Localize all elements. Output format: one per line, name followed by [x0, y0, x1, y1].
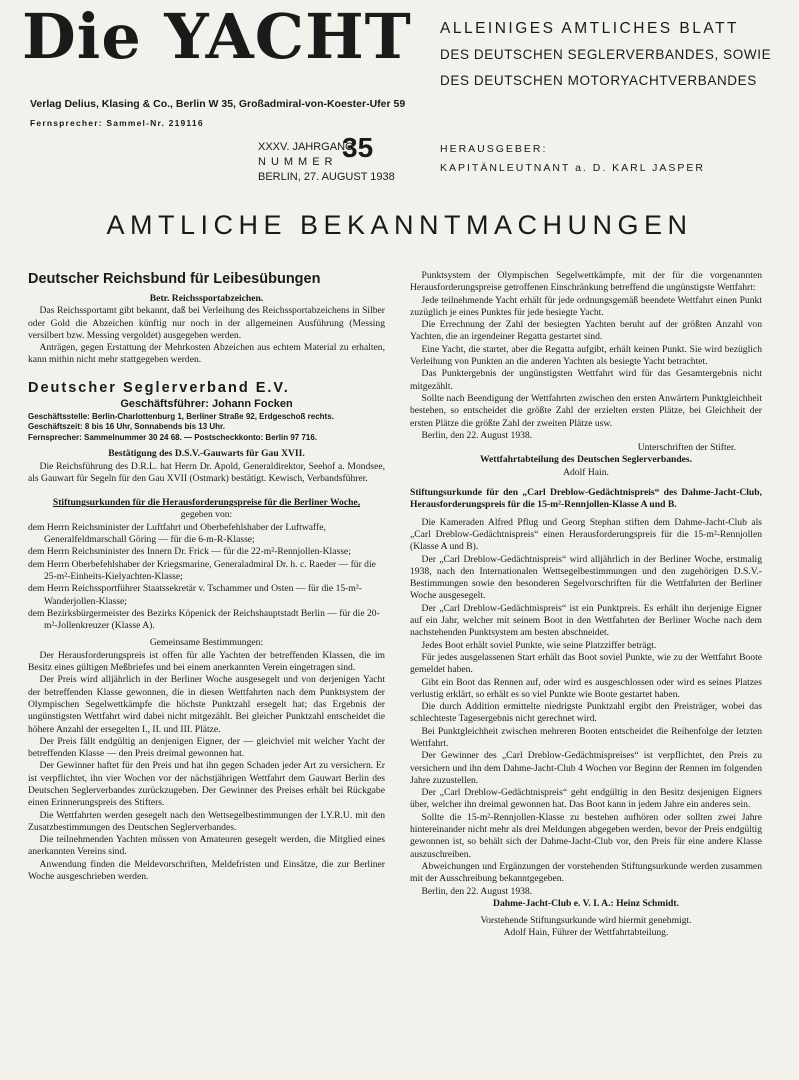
official-line-2: DES DEUTSCHEN SEGLERVERBANDES, SOWIE: [440, 47, 772, 62]
date-line: Berlin, den 22. August 1938.: [421, 885, 533, 897]
issue-date: BERLIN, 27. AUGUST 1938: [258, 171, 395, 183]
donor-item: dem Herrn Reichsminister der Luftfahrt und Oberbefehlshaber der Luftwaffe, Generalfeldmarschall Göring — für die 6-m-R-Klasse;: [28, 521, 326, 546]
paragraph: Jedes Boot erhält soviel Punkte, wie seine Platzziffer beträgt.: [421, 639, 657, 651]
paragraph: Die teilnehmenden Yachten müssen von Amateuren gesegelt werden, die Mitglied eines anerkannten Vereins sind.: [28, 834, 385, 858]
paragraph: Anträgen, gegen Erstattung der Mehrkosten Abzeichen aus echtem Material zu erhalten, kann mithin nicht mehr stattgegeben werden.: [28, 342, 385, 366]
club-signature: Dahme-Jacht-Club e. V. I. A.: Heinz Schmidt.: [493, 897, 679, 909]
page-heading: AMTLICHE BEKANNTMACHUNGEN: [106, 210, 693, 240]
right-column: [410, 270, 762, 940]
common-rules-heading: Gemeinsame Bestimmungen:: [149, 637, 264, 649]
paragraph: Das Punktergebnis der ungünstigsten Wettfahrt wird für das Gesamtergebnis nicht mitgezählt.: [410, 368, 762, 392]
phone-line: Fernsprecher: Sammel-Nr. 219116: [30, 118, 204, 128]
editor-label: HERAUSGEBER:: [440, 143, 548, 155]
paragraph: Der Herausforderungspreis ist offen für alle Yachten der betreffenden Klassen, die im Besitz eines gültigen Meßbriefes und bei einem anerkannten Verein eingetragen sind.: [28, 649, 385, 674]
office-line-1: Geschäftsstelle: Berlin-Charlottenburg 1, Berliner Straße 92, Erdgeschoß rechts.: [28, 411, 334, 421]
left-column: [28, 270, 385, 883]
paragraph: Anwendung finden die Meldevorschriften, Meldefristen und Einsätze, die zur Berliner Woche ausgeschrieben werden.: [28, 858, 385, 883]
number-label: NUMMER: [258, 156, 338, 168]
paragraph: Sollte nach Beendigung der Wettfahrten zwischen den ersten Anwärtern Punktgleichheit bestehen, so entscheidet die größte Zahl der erzielten ersten Plätze, bei Gleichheit der ersten Plätze die größte Zahl der zweiten Plätze usw.: [410, 392, 762, 429]
paragraph: Sollte die 15-m²-Rennjollen-Klasse zu bestehen aufhören oder sollten zwei Jahre hintereinander nicht mehr als drei Meldungen abgegeben werden, bevor der Preis endgültig gewonnen ist, so behält sich der Dahme-Jacht-Club vor, den Preis für eine andere Klasse auszuschreiben.: [410, 811, 762, 860]
paragraph: Die Wettfahrten werden gesegelt nach den Wettsegelbestimmungen der I.Y.R.U. mit den Zusatzbestimmungen des Deutschen Seglerverbandes.: [28, 809, 385, 833]
official-notice: [440, 16, 792, 94]
paragraph: Punktsystem der Olympischen Segelwettkämpfe, mit der für die vorgenannten Herausforderungspreise getroffenen Einschränkung betreffend die ungünstigste Wettfahrt:: [410, 270, 762, 294]
paragraph: Der „Carl Dreblow-Gedächtnispreis“ ist ein Punktpreis. Es erhält ihn derjenige Eigner auf ein Jahr, welcher mit seinem Boot in den Wettfahrten der Berliner Woche nach dem nachstehenden Punktsystem am besten abschneidet.: [410, 602, 762, 639]
manager-line: Geschäftsführer: Johann Focken: [120, 397, 293, 410]
section-title-reichsbund: Deutscher Reichsbund für Leibesübungen: [28, 271, 321, 287]
department-name: Adolf Hain.: [563, 466, 609, 478]
paragraph: Gibt ein Boot das Rennen auf, oder wird es ausgeschlossen oder wird es seines Platzes verlustig erklärt, so erhält es so viel Punkte wie Boote gestartet haben.: [410, 676, 762, 700]
paragraph: Abweichungen und Ergänzungen der vorstehenden Stiftungsurkunde werden zusammen mit der Ausschreibung bekanntgegeben.: [410, 860, 762, 885]
paragraph: Der „Carl Dreblow-Gedächtnispreis“ geht endgültig in den Besitz desjenigen Eigners über, welcher ihn dreimal gewonnen hat. Das Boot kann in jedem Jahre ein anderes sein.: [410, 787, 762, 811]
signature: Kewisch, Verbandsführer.: [268, 472, 368, 484]
editor-info: [440, 140, 705, 178]
section-title-dreblow: Stiftungsurkunde für den „Carl Dreblow-Gedächtnispreis“ des Dahme-Jacht-Club, Herausforderungspreis für die 15-m²-Rennjollen-Klasse A und B.: [410, 487, 762, 511]
subhead-sportabzeichen: Betr. Reichssportabzeichen.: [149, 293, 264, 304]
approval-line: Vorstehende Stiftungsurkunde wird hiermit genehmigt.: [480, 915, 692, 927]
official-line-1: ALLEINIGES AMTLICHES BLATT: [440, 20, 740, 37]
paragraph: Bei Punktgleichheit zwischen mehreren Booten entscheidet die Reihenfolge der letzten Wettfahrt.: [410, 725, 762, 749]
donor-item: dem Herrn Reichsminister des Innern Dr. Frick — für die 22-m²-Rennjollen-Klasse;: [28, 546, 351, 558]
issue-info: [258, 140, 395, 185]
publisher-line: Verlag Delius, Klasing & Co., Berlin W 35, Großadmiral-von-Koester-Ufer 59: [30, 98, 406, 110]
masthead-title: Die YACHT: [22, 0, 412, 73]
given-by: gegeben von:: [180, 509, 233, 521]
signers-line: Unterschriften der Stifter.: [637, 442, 736, 454]
volume: XXXV. JAHRGANG: [258, 141, 354, 153]
paragraph: Das Reichssportamt gibt bekannt, daß bei Verleihung des Reichssportabzeichens in Silber oder Gold die Abzeichen künftig nur noch in der allgemeinen Ausführung (Messing versilbert bzw. Messing vergoldet) ausgegeben werden.: [28, 305, 385, 341]
approval-signature: Adolf Hain, Führer der Wettfahrtabteilung.: [503, 927, 669, 939]
official-line-3: DES DEUTSCHEN MOTORYACHTVERBANDES: [440, 73, 757, 88]
paragraph: Der Gewinner des „Carl Dreblow-Gedächtnispreises“ ist verpflichtet, den Preis zu versichern und ihn dem Dahme-Jacht-Club 4 Wochen vor Beginn der Rennen im folgenden Jahre zuzustellen.: [410, 750, 762, 786]
department-line: Wettfahrtabteilung des Deutschen Seglerverbandes.: [479, 454, 693, 466]
paragraph: Die Reichsführung des D.R.L. hat Herrn Dr. Apold, Generaldirektor, Seehof a. Mondsee, als Gauwart für Segeln für den Gau XVII (Ostmark) bestätigt. Kewisch, Verbandsführer.: [28, 460, 385, 484]
section-title-stiftungsurkunden: Stiftungsurkunden für die Herausforderungspreise für die Berliner Woche,: [52, 497, 361, 509]
section-title-seglerverband: Deutscher Seglerverband E.V.: [28, 379, 290, 396]
subhead-gauwart: Bestätigung des D.S.V.-Gauwarts für Gau XVII.: [108, 448, 305, 460]
paragraph: Der Preis wird alljährlich in der Berliner Woche ausgesegelt und von derjenigen Yacht der betreffenden Klasse gewonnen, die in diesen Wettfahrten nach dem Punktsystem der Olympischen Segelwettkämpfe die höchste Punktzahl ersegelt hat; das Ergebnis der ungünstigsten Wettfahrt wird dabei nicht mitgezählt. Bei gleicher Punktzahl entscheidet die höhere Anzahl der ersegelten I., II. und III. Plätze.: [28, 674, 385, 735]
office-line-3: Fernsprecher: Sammelnummer 30 24 68. — Postscheckkonto: Berlin 97 716.: [28, 432, 318, 442]
paragraph: Der „Carl Dreblow-Gedächtnispreis“ wird alljährlich in der Berliner Woche, erstmalig 1938, nach den Internationalen Wettsegelbestimmungen und den zugehörigen D.S.V.-Bestimmungen sowie den besonderen Segelvorschriften für die Wettfahrten der Berliner Woche ausgesegelt.: [410, 553, 762, 602]
paragraph: Eine Yacht, die startet, aber die Regatta aufgibt, erhält keinen Punkt. Sie wird bezüglich Verleihung von Punkten an die anderen Yachten als besiegte Yacht betrachtet.: [410, 343, 762, 368]
paragraph: Die Kameraden Alfred Pflug und Georg Stephan stiften dem Dahme-Jacht-Club als „Carl Dreblow-Gedächtnispreis“ einen Herausforderungspreis für die 15-m²-Rennjollen (Klasse A und B).: [410, 516, 762, 553]
editor-name: KAPITÄNLEUTNANT a. D. KARL JASPER: [440, 162, 705, 174]
paragraph: Der Gewinner haftet für den Preis und hat ihn gegen Schaden jeder Art zu versichern. Er ist verpflichtet, ihn vier Wochen vor der nächstjährigen Wettfahrt dem Gauwart Berlin des Deutschen Seglerverbandes zurückzugeben. Der Gewinner des Preises erhält bei Rückgabe einen Erinnerungspreis des Stifters.: [28, 760, 385, 809]
paragraph: Die Errechnung der Zahl der besiegten Yachten beruht auf der größten Anzahl von Yachten, die an irgendeiner Regatta gestartet sind.: [410, 319, 762, 343]
donor-item: dem Herrn Reichssportführer Staatssekretär v. Tschammer und Osten — für die 15-m²-Wanderjollen-Klasse;: [28, 583, 362, 607]
paragraph: Jede teilnehmende Yacht erhält für jede ordnungsgemäß beendete Wettfahrt einen Punkt zuzüglich je eines Punktes für jede besiegte Yacht.: [410, 294, 762, 318]
paragraph: Der Preis fällt endgültig an denjenigen Eigner, der — gleichviel mit welcher Yacht der betreffenden Klasse — den Preis dreimal gewonnen hat.: [28, 735, 385, 760]
donor-item: dem Bezirksbürgermeister des Bezirks Köpenick der Reichshauptstadt Berlin — für die 20-m²-Jollenkreuzer (Klasse A).: [28, 607, 380, 632]
paragraph: Für jedes ausgelassenen Start erhält das Boot soviel Punkte, wie zu der Wettfahrt Boote gemeldet haben.: [410, 651, 762, 676]
issue-number: 35: [342, 132, 374, 163]
date-line: Berlin, den 22. August 1938.: [421, 429, 533, 441]
masthead: [0, 0, 799, 200]
office-line-2: Geschäftszeit: 8 bis 16 Uhr, Sonnabends bis 13 Uhr.: [28, 422, 225, 432]
paragraph: Die durch Addition ermittelte niedrigste Punktzahl ergibt den Preisträger, wobei das schlechteste Tagesergebnis nicht gerechnet wird.: [410, 701, 762, 725]
donor-item: dem Herrn Oberbefehlshaber der Kriegsmarine, Generaladmiral Dr. h. c. Raeder — für die 25-m²-Einheits-Kielyachten-Klasse;: [28, 558, 376, 582]
